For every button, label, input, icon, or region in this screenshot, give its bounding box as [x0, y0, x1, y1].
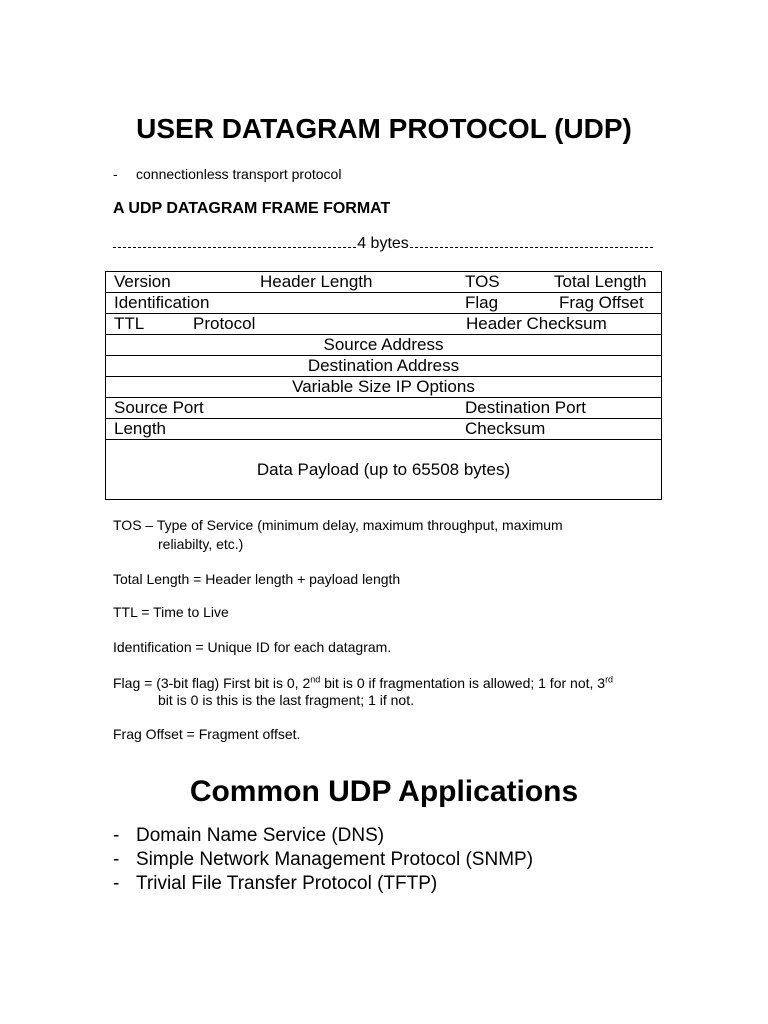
field-ttl: TTL: [114, 314, 145, 333]
frame-row: [106, 377, 662, 398]
frame-row: [106, 272, 662, 293]
field-tos: TOS: [465, 272, 500, 291]
superscript-rd: rd: [605, 674, 614, 685]
frame-row: [106, 314, 662, 335]
superscript-nd: nd: [310, 674, 321, 685]
def-ttl: TTL = Time to Live: [113, 604, 229, 620]
frame-row: [106, 356, 662, 377]
frame-cell: [106, 293, 662, 314]
field-header-checksum: Header Checksum: [466, 314, 607, 333]
datagram-frame-table: [105, 271, 662, 500]
bytes-indicator: [113, 233, 653, 255]
apps-heading: Common UDP Applications: [189, 775, 579, 808]
field-data-payload: Data Payload (up to 65508 bytes): [106, 440, 662, 500]
field-ip-options: Variable Size IP Options: [106, 377, 662, 398]
field-version: Version: [114, 272, 171, 291]
field-header-length: Header Length: [260, 272, 373, 291]
frame-row: [106, 335, 662, 356]
app-item-snmp: Simple Network Management Protocol (SNMP): [136, 849, 534, 870]
field-protocol: Protocol: [193, 314, 256, 333]
field-checksum: Checksum: [465, 419, 546, 438]
def-tos-line1: TOS – Type of Service (minimum delay, maximum throughput, maximum: [113, 517, 563, 533]
field-destination-address: Destination Address: [106, 356, 662, 377]
field-source-port: Source Port: [114, 398, 204, 417]
frame-row: [106, 440, 662, 500]
app-item-tftp: Trivial File Transfer Protocol (TFTP): [136, 873, 438, 894]
field-destination-port: Destination Port: [465, 398, 586, 417]
frame-row: [106, 293, 662, 314]
def-tos-line2: reliabilty, etc.): [158, 536, 244, 552]
field-frag-offset: Frag Offset: [559, 293, 644, 312]
def-frag-offset: Frag Offset = Fragment offset.: [113, 726, 301, 742]
frame-cell: [106, 398, 662, 419]
bytes-label: 4 bytes: [357, 235, 409, 252]
field-source-address: Source Address: [106, 335, 662, 356]
field-length: Length: [114, 419, 166, 438]
frame-cell: [106, 272, 662, 293]
frame-heading: A UDP DATAGRAM FRAME FORMAT: [113, 200, 391, 217]
app-dash: -: [113, 873, 120, 894]
intro-dash: -: [113, 166, 118, 182]
def-flag-part-b: bit is 0 if fragmentation is allowed; 1 for not, 3: [320, 675, 606, 691]
def-identification: Identification = Unique ID for each datagram.: [113, 639, 392, 655]
app-item-dns: Domain Name Service (DNS): [136, 825, 385, 846]
def-flag-part-a: Flag = (3-bit flag) First bit is 0, 2: [113, 675, 311, 691]
def-total-length: Total Length = Header length + payload length: [113, 571, 401, 587]
def-flag-line2: bit is 0 is this is the last fragment; 1 if not.: [158, 692, 414, 708]
frame-cell: [106, 419, 662, 440]
app-dash: -: [113, 825, 120, 846]
intro-text: connectionless transport protocol: [136, 166, 342, 182]
field-flag: Flag: [465, 293, 499, 312]
frame-row: [106, 419, 662, 440]
app-dash: -: [113, 849, 120, 870]
def-flag-line1: [113, 675, 613, 691]
dotted-line-right: [410, 247, 653, 248]
page-title: USER DATAGRAM PROTOCOL (UDP): [136, 113, 632, 144]
frame-row: [106, 398, 662, 419]
field-identification: Identification: [114, 293, 210, 312]
field-total-length: Total Length: [554, 272, 647, 291]
dotted-line-left: [113, 247, 356, 248]
frame-cell: [106, 314, 662, 335]
